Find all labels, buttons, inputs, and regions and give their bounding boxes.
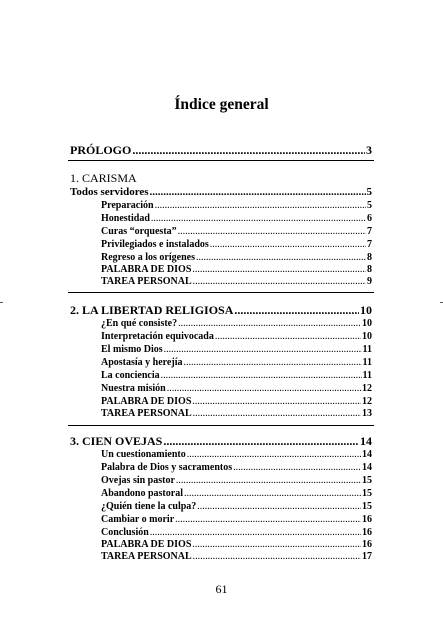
toc-entry-page: 12 [362, 396, 372, 407]
toc-entry [101, 396, 372, 407]
toc-entry-label: Privilegiados e instalados [101, 239, 209, 250]
toc-entry-prologue [70, 143, 372, 158]
toc-entry-label: Preparación [101, 200, 154, 211]
toc-entry-page: 14 [362, 462, 372, 473]
toc-entry-page: 7 [367, 239, 372, 250]
dot-leader [187, 449, 361, 460]
toc-entry-page: 11 [362, 357, 372, 368]
toc-entry [101, 501, 372, 512]
toc-entry-label: Un cuestionamiento [101, 449, 186, 460]
toc-entry-page: 5 [367, 200, 372, 211]
toc-entry [101, 200, 372, 211]
toc-entry [101, 252, 372, 263]
toc-entry [101, 475, 372, 486]
toc-entry-page: 9 [367, 276, 372, 287]
dot-leader [215, 331, 361, 342]
toc-entry-label: PRÓLOGO [70, 143, 132, 157]
dot-leader [161, 370, 362, 381]
toc-entry [101, 408, 372, 419]
dot-leader [150, 186, 366, 198]
toc-entry-page: 12 [362, 383, 372, 394]
toc-entry-page: 14 [362, 449, 372, 460]
toc-entry-label: Ovejas sin pastor [101, 475, 175, 486]
dot-leader [155, 200, 366, 211]
dot-leader [175, 514, 361, 525]
section-divider [68, 292, 374, 293]
toc-entry [101, 514, 372, 525]
toc-entry-label: ¿Quién tiene la culpa? [101, 501, 197, 512]
toc-entry-page: 6 [367, 213, 372, 224]
toc-entry [101, 276, 372, 287]
section-divider [68, 160, 374, 161]
toc-entry-label: La conciencia [101, 370, 160, 381]
toc-entry-label: Palabra de Dios y sacramentos [101, 462, 233, 473]
toc-entry-label: TAREA PERSONAL [101, 408, 192, 419]
toc-entry-page: 15 [362, 501, 372, 512]
dot-leader [233, 462, 361, 473]
toc-entry-page: 11 [362, 370, 372, 381]
toc-entry [101, 539, 372, 550]
dot-leader [163, 434, 359, 449]
toc-entry-page: 15 [362, 488, 372, 499]
toc-entry [101, 551, 372, 562]
dot-leader [178, 318, 361, 329]
toc-entry [101, 264, 372, 275]
dot-leader [197, 501, 361, 512]
toc-entry-label: 2. LA LIBERTAD RELIGIOSA [70, 303, 234, 317]
toc-entry [101, 527, 372, 538]
toc-entry-label: Curas “orquesta” [101, 226, 177, 237]
toc-entry [101, 226, 372, 237]
dot-leader [151, 213, 366, 224]
dot-leader [150, 527, 361, 538]
dot-leader [192, 264, 366, 275]
toc-entry-page: 17 [362, 551, 372, 562]
dot-leader [192, 539, 361, 550]
dot-leader [183, 357, 361, 368]
toc-entry-page: 10 [360, 303, 372, 317]
toc-entry-label: TAREA PERSONAL [101, 551, 192, 562]
toc-entry-label: PALABRA DE DIOS [101, 539, 192, 550]
toc-entry-label: PALABRA DE DIOS [101, 264, 192, 275]
dot-leader [193, 551, 361, 562]
dot-leader [167, 383, 361, 394]
toc-entry [101, 357, 372, 368]
toc-entry-page: 10 [362, 331, 372, 342]
dot-leader [164, 344, 362, 355]
dot-leader [193, 408, 361, 419]
toc-entry-label: Abandono pastoral [101, 488, 183, 499]
toc-entry-page: 3 [366, 143, 372, 157]
toc-entry-page: 8 [367, 252, 372, 263]
dot-leader [132, 143, 365, 158]
dot-leader [234, 303, 359, 318]
page-number: 61 [215, 582, 228, 596]
toc-entry-page: 15 [362, 475, 372, 486]
toc-entry [101, 239, 372, 250]
toc-entry [101, 488, 372, 499]
toc-entry-page: 8 [367, 264, 372, 275]
dot-leader [176, 475, 361, 486]
toc-section-heading [70, 171, 372, 186]
toc-entry-page: 16 [362, 527, 372, 538]
toc-entry-page: 5 [366, 186, 372, 198]
section-divider [68, 425, 374, 426]
toc-section-heading [70, 303, 372, 318]
page-title: Índice general [174, 96, 269, 113]
toc-entry-page: 10 [362, 318, 372, 329]
toc-entry-page: 7 [367, 226, 372, 237]
toc-entry-label: ¿En qué consiste? [101, 318, 178, 329]
dot-leader [178, 226, 366, 237]
toc-entry-page: 16 [362, 539, 372, 550]
toc-entry [101, 331, 372, 342]
toc-entry [101, 449, 372, 460]
toc-entry-label: Todos servidores [70, 186, 149, 198]
toc-entry-label: TAREA PERSONAL [101, 276, 192, 287]
toc-entry-label: 3. CIEN OVEJAS [70, 434, 163, 448]
toc-entry-label: Conclusión [101, 527, 149, 538]
toc-entry-page: 16 [362, 514, 372, 525]
toc-section-heading [70, 434, 372, 449]
toc-entry [101, 370, 372, 381]
toc-entry [101, 344, 372, 355]
toc-entry [101, 462, 372, 473]
toc-entry-label: Honestidad [101, 213, 150, 224]
dot-leader [192, 396, 361, 407]
toc-entry-page: 11 [362, 344, 372, 355]
dot-leader [184, 488, 361, 499]
toc-entry-label: Cambiar o morir [101, 514, 175, 525]
dot-leader [193, 276, 366, 287]
toc-entry-label: Regreso a los orígenes [101, 252, 195, 263]
toc-entry [101, 383, 372, 394]
toc-entry [101, 213, 372, 224]
toc-entry-label: Interpretación equivocada [101, 331, 214, 342]
toc-entry-page: 14 [360, 434, 372, 448]
crop-mark [0, 302, 3, 303]
toc-entry [70, 186, 372, 198]
dot-leader [196, 252, 366, 263]
toc-entry-label: Nuestra misión [101, 383, 166, 394]
dot-leader [210, 239, 366, 250]
toc-entry-label: Apostasía y herejía [101, 357, 183, 368]
toc-entry-label: PALABRA DE DIOS [101, 396, 192, 407]
toc-entry [101, 318, 372, 329]
toc-entry-page: 13 [362, 408, 372, 419]
toc-entry-label: El mismo Dios [101, 344, 163, 355]
toc-entry-label: 1. CARISMA [70, 171, 137, 185]
